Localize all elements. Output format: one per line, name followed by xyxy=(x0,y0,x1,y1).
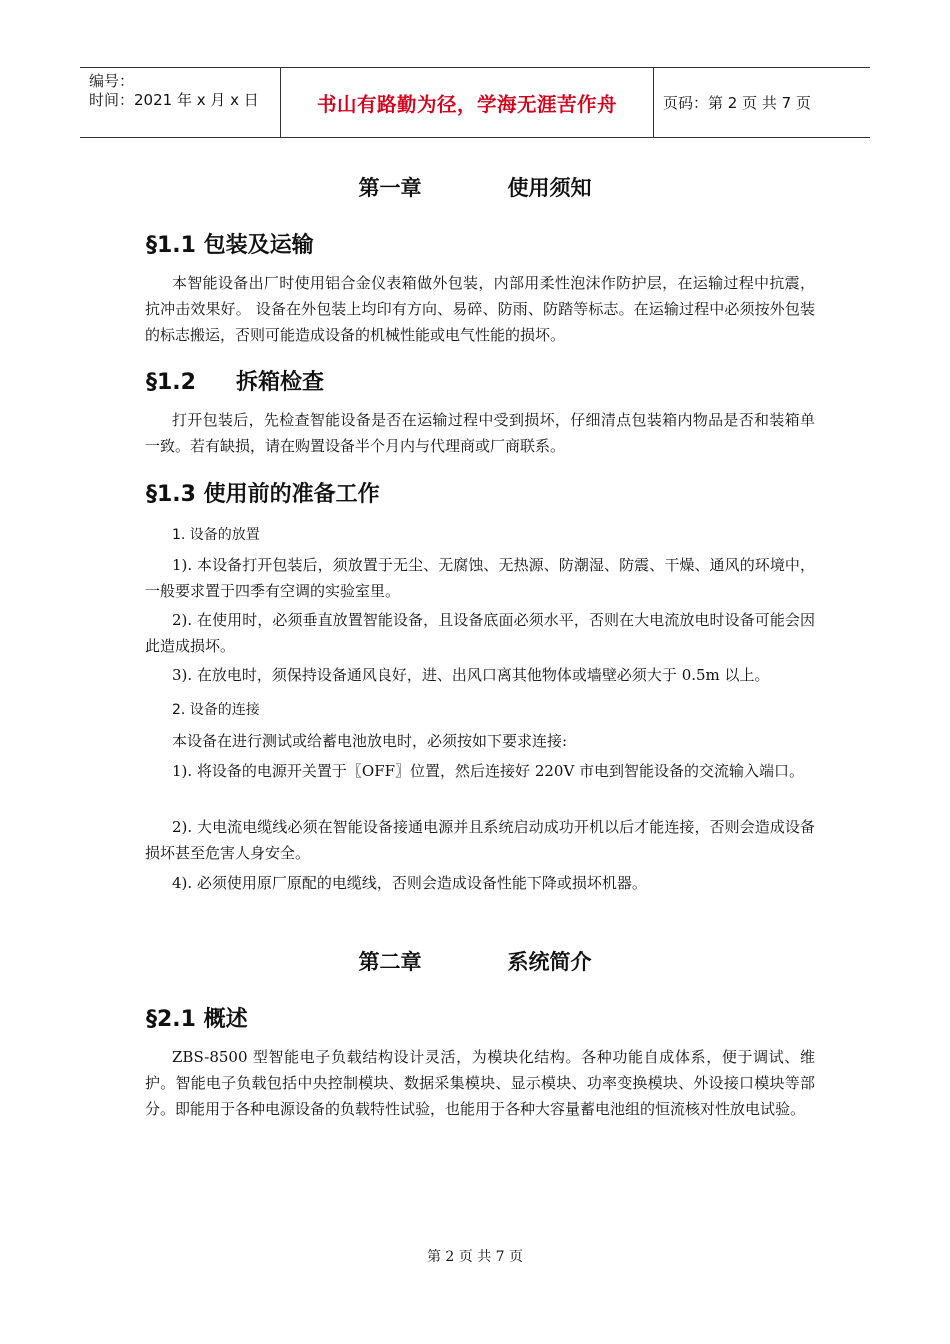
section-2-1-paragraph: ZBS-8500 型智能电子负载结构设计灵活，为模块化结构。各种功能自成体系，便于调试、维护。智能电子负载包括中央控制模块、数据采集模块、显示模块、功率变换模块、外设接口模块等部分。即能用于各种电源设备的负载特性试验，也能用于各种大容量蓄电池组的恒流核对性放电试验。 xyxy=(145,1048,815,1118)
page-footer: 第 2 页 共 7 页 xyxy=(426,1249,524,1265)
placement-item-3: 3). 在放电时，须保持设备通风良好，进、出风口离其他物体或墙壁必须大于 0.5m 以上。 xyxy=(172,666,770,684)
section-1-2-title: 拆箱检查 xyxy=(235,370,324,395)
subsection-placement: 1. 设备的放置 xyxy=(172,527,260,543)
placement-item-1: 1). 本设备打开包装后，须放置于无尘、无腐蚀、无热源、防潮湿、防震、干燥、通风的环境中，一般要求置于四季有空调的实验室里。 xyxy=(145,556,815,600)
chapter-2-name: 系统简介 xyxy=(507,950,592,974)
connection-intro: 本设备在进行测试或给蓄电池放电时，必须按如下要求连接: xyxy=(172,732,568,750)
date-label: 时间：2021 年 x 月 x 日 xyxy=(89,91,259,109)
connection-item-4: 4). 必须使用原厂原配的电缆线，否则会造成设备性能下降或损坏机器。 xyxy=(172,874,647,892)
header-motto: 书山有路勤为径，学海无涯苦作舟 xyxy=(281,68,654,137)
section-1-2-heading xyxy=(146,365,324,396)
section-2-1-heading: §2.1 概述 xyxy=(146,1007,248,1032)
chapter-1-name: 使用须知 xyxy=(507,176,592,200)
section-1-1-paragraph: 本智能设备出厂时使用铝合金仪表箱做外包装，内部用柔性泡沫作防护层，在运输过程中抗震，抗冲击效果好。 设备在外包装上均印有方向、易碎、防雨、防踏等标志。在运输过程中必须按外包装的标志搬运，否则可能造成设备的机械性能或电气性能的损坏。 xyxy=(145,274,815,344)
connection-item-2: 2). 大电流电缆线必须在智能设备接通电源并且系统启动成功开机以后才能连接，否则会造成设备损坏甚至危害人身安全。 xyxy=(145,818,815,862)
subsection-connection: 2. 设备的连接 xyxy=(172,702,260,718)
section-1-2-paragraph: 打开包装后，先检查智能设备是否在运输过程中受到损坏，仔细清点包装箱内物品是否和装箱单一致。若有缺损，请在购置设备半个月内与代理商或厂商联系。 xyxy=(145,411,815,455)
header-page-label: 页码：第 2 页 共 7 页 xyxy=(663,94,811,112)
chapter-1-title xyxy=(0,172,950,202)
chapter-2-number: 第二章 xyxy=(358,950,422,974)
placement-item-2: 2). 在使用时，必须垂直放置智能设备，且设备底面必须水平，否则在大电流放电时设备可能会因此造成损坏。 xyxy=(145,611,815,655)
chapter-2-title xyxy=(0,946,950,976)
number-label: 编号： xyxy=(89,72,135,90)
page-header xyxy=(80,67,870,138)
connection-item-1: 1). 将设备的电源开关置于〖OFF〗位置，然后连接好 220V 市电到智能设备的交流输入端口。 xyxy=(172,762,805,780)
header-meta xyxy=(80,68,281,137)
section-1-1-heading: §1.1 包装及运输 xyxy=(146,233,314,258)
section-1-3-heading: §1.3 使用前的准备工作 xyxy=(146,482,380,507)
section-1-2-number: §1.2 xyxy=(146,370,196,395)
chapter-1-number: 第一章 xyxy=(358,176,422,200)
